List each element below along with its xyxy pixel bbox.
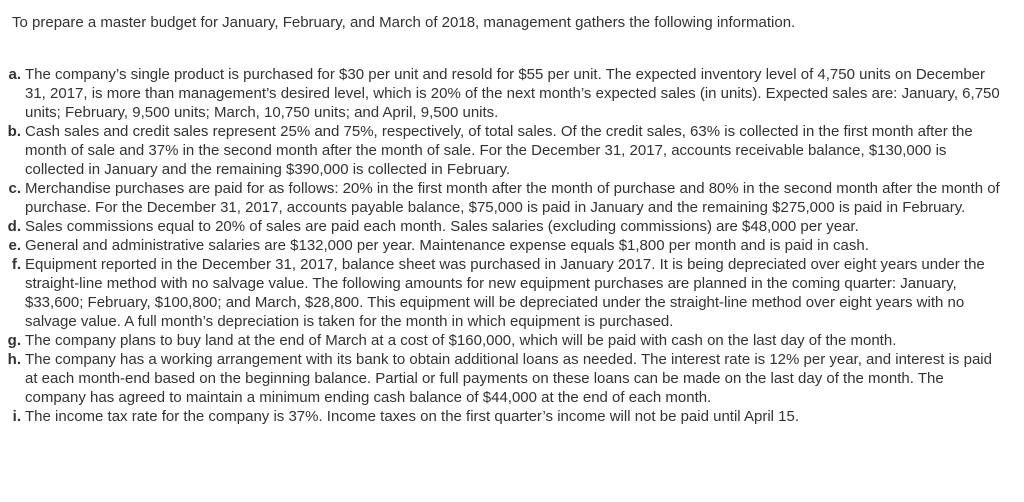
item-label-h: h. (7, 351, 21, 368)
item-text-b: Cash sales and credit sales represent 25% and 75%, respectively, of total sales. Of the credit sales, 63% is collected in the first month after the month of sale and 37% in the second month after the month of sale. For the December 31, 2017, accounts receivable balance, $130,000 is collected in January and the remaining $390,000 is collected in February. (25, 123, 973, 178)
item-text-i: The income tax rate for the company is 37%. Income taxes on the first quarter’s income will not be paid until April 15. (25, 408, 800, 425)
info-item-i (12, 407, 1002, 426)
intro-paragraph: To prepare a master budget for January, February, and March of 2018, management gathers the following information. (12, 14, 796, 31)
item-text-h: The company has a working arrangement with its bank to obtain additional loans as needed. The interest rate is 12% per year, and interest is paid at each month-end based on the beginning balance. Partial or full payments on these loans can be made on the last day of the month. The company has agreed to maintain a minimum ending cash balance of $44,000 at the end of each month. (25, 351, 992, 406)
item-label-d: d. (7, 218, 21, 235)
info-item-f (12, 255, 1002, 331)
info-item-e (8, 236, 1002, 255)
item-text-c: Merchandise purchases are paid for as follows: 20% in the first month after the month of purchase and 80% in the second month after the month of purchase. For the December 31, 2017, accounts payable balance, $75,000 is paid in January and the remaining $275,000 is paid in February. (25, 180, 1000, 216)
item-text-a: The company’s single product is purchased for $30 per unit and resold for $55 per unit. The expected inventory level of 4,750 units on December 31, 2017, is more than management’s desired level, which is 20% of the next month’s expected sales (in units). Expected sales are: January, 6,750 units; February, 9,500 units; March, 10,750 units; and April, 9,500 units. (25, 66, 1000, 121)
info-item-a (8, 65, 1002, 122)
item-label-i: i. (12, 408, 21, 425)
info-item-b (7, 122, 1002, 179)
item-text-e: General and administrative salaries are $132,000 per year. Maintenance expense equals $1,800 per month and is paid in cash. (25, 237, 869, 254)
item-label-g: g. (7, 332, 21, 349)
info-item-h (7, 350, 1002, 407)
item-label-c: c. (8, 180, 21, 197)
item-text-g: The company plans to buy land at the end of March at a cost of $160,000, which will be paid with cash on the last day of the month. (25, 332, 897, 349)
info-list (7, 65, 1002, 426)
info-item-g (7, 331, 1002, 350)
item-text-f: Equipment reported in the December 31, 2017, balance sheet was purchased in January 2017. It is being depreciated over eight years under the straight-line method with no salvage value. The following amounts for new equipment purchases are planned in the coming quarter: January, $33,600; February, $100,800; and March, $28,800. This equipment will be depreciated under the straight-line method over eight years with no salvage value. A full month’s depreciation is taken for the month in which equipment is purchased. (25, 256, 985, 330)
item-label-f: f. (11, 256, 21, 273)
info-item-d (7, 217, 1002, 236)
item-label-b: b. (7, 123, 21, 140)
info-item-c (8, 179, 1002, 217)
item-label-a: a. (8, 66, 21, 83)
item-text-d: Sales commissions equal to 20% of sales are paid each month. Sales salaries (excluding commissions) are $48,000 per year. (25, 218, 859, 235)
item-label-e: e. (8, 237, 21, 254)
